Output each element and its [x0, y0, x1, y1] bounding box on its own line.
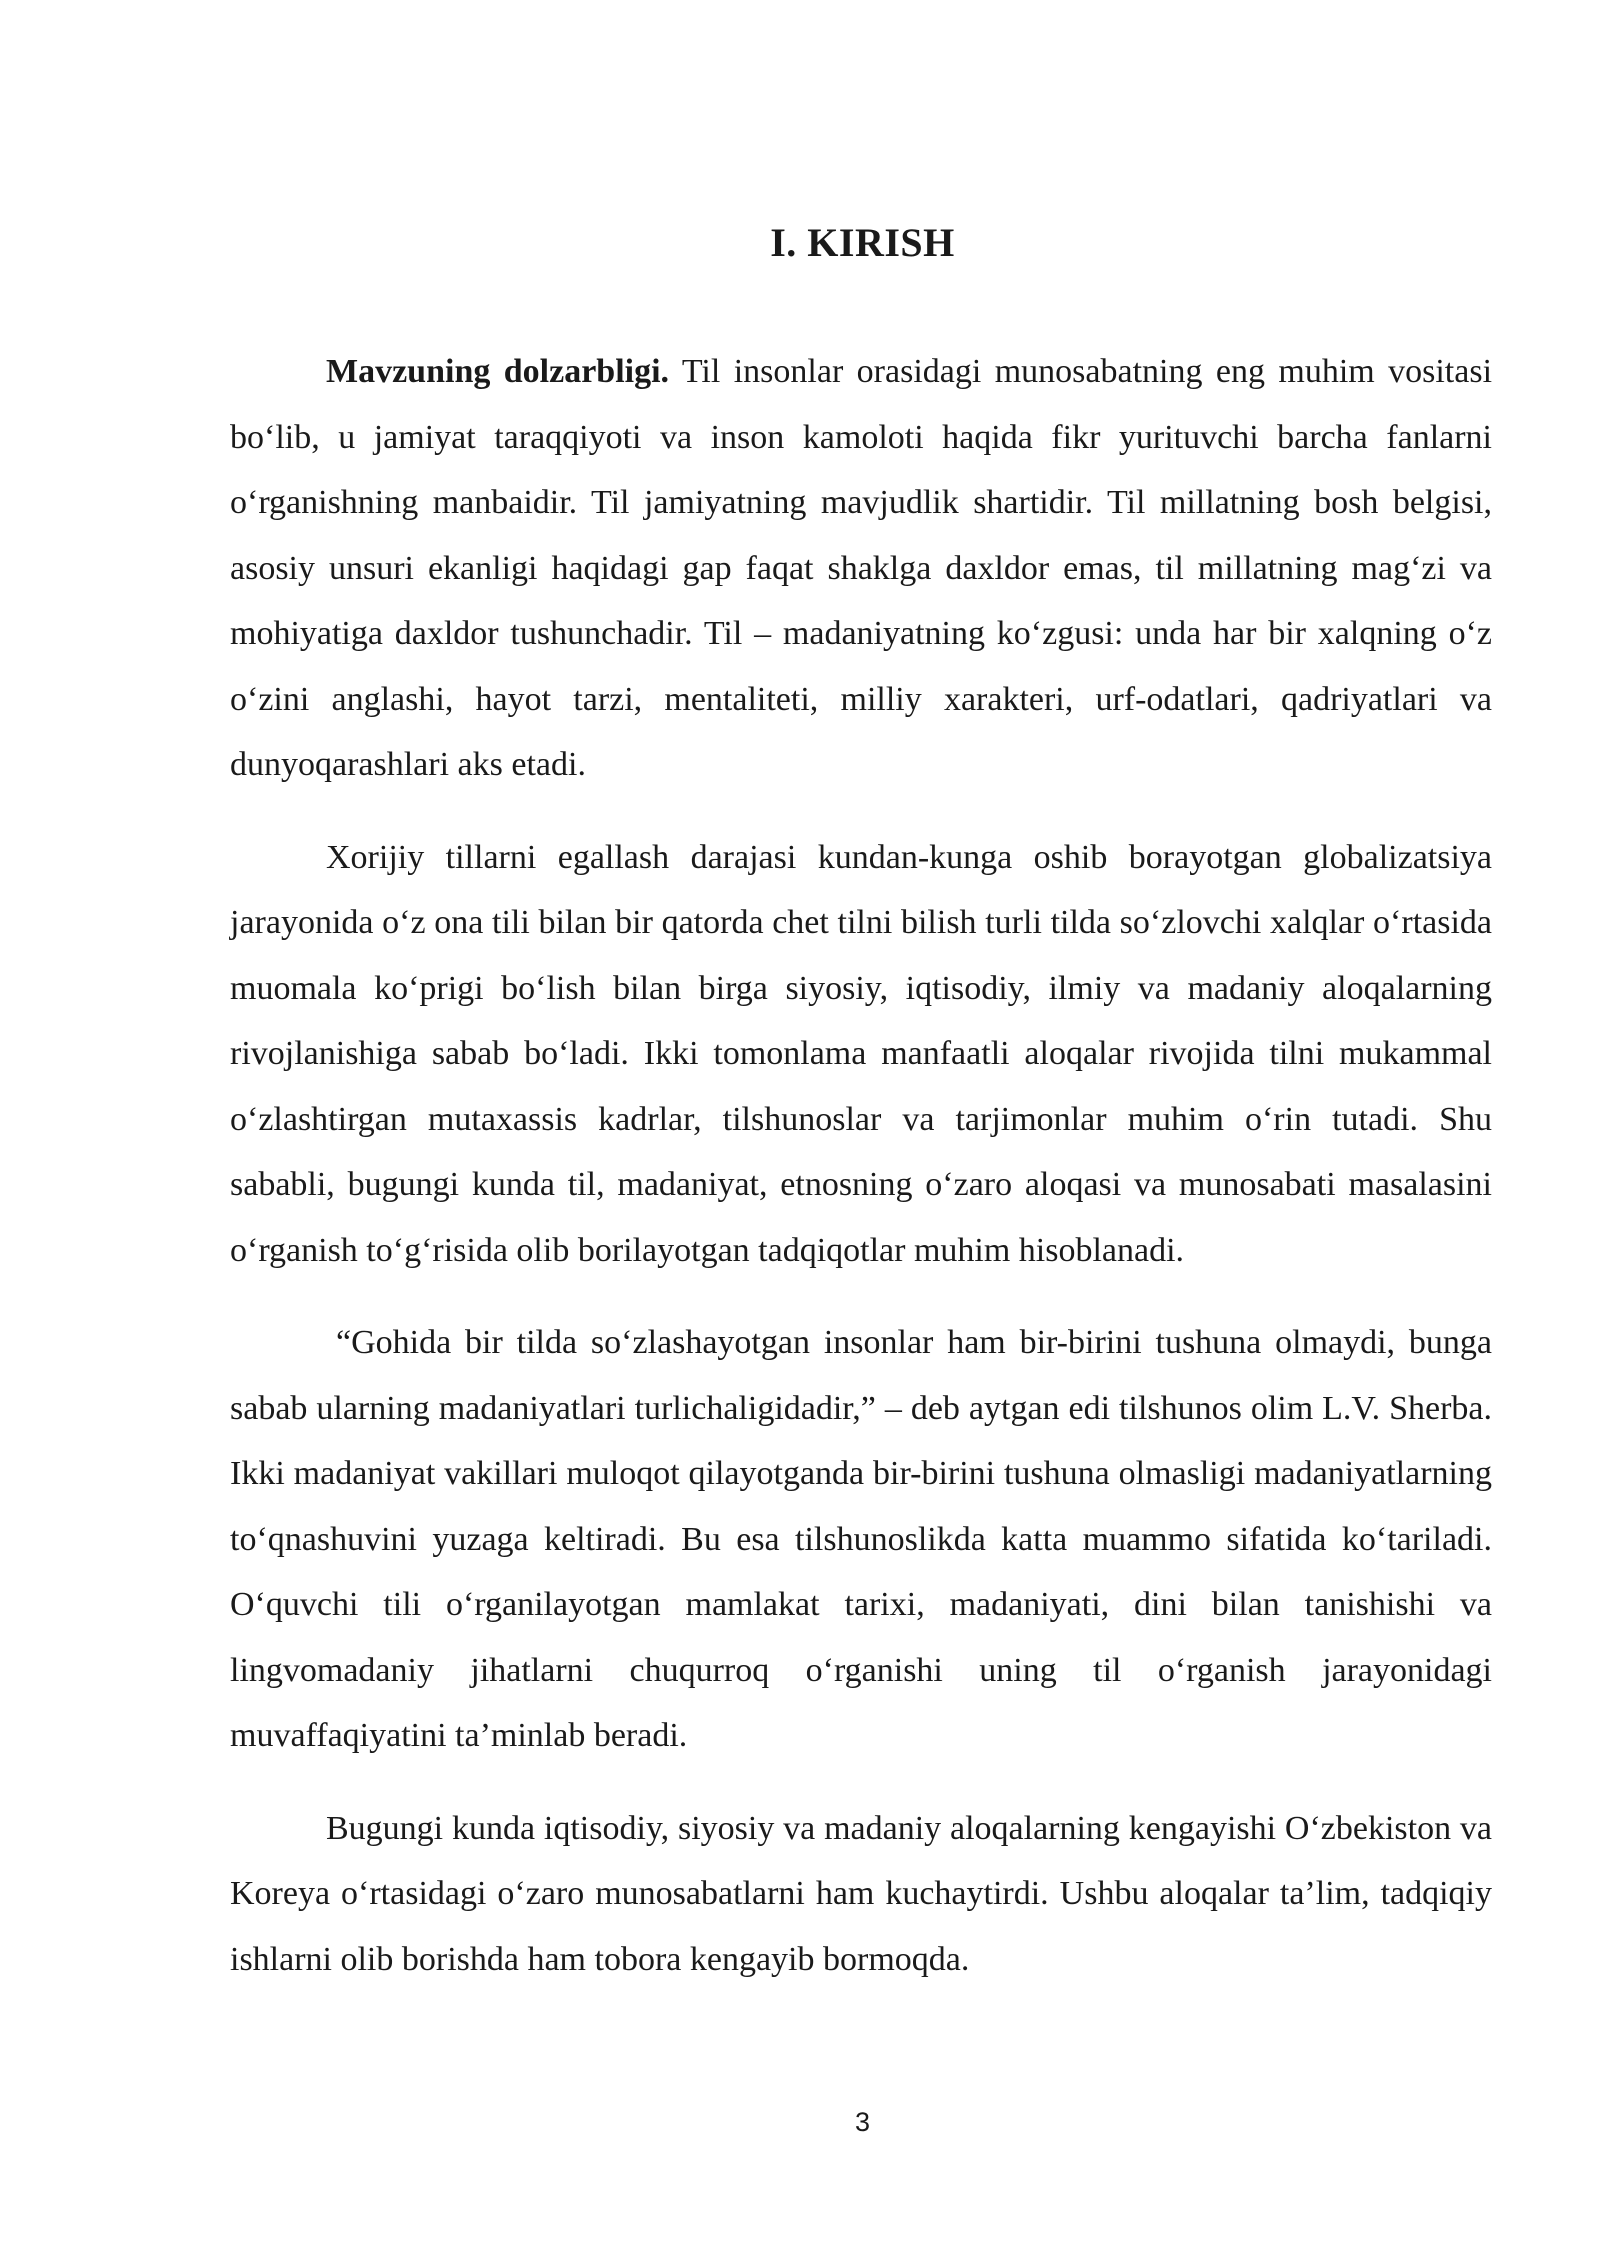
body-text: [230, 339, 1492, 1992]
paragraph-relevance: [230, 339, 1492, 798]
paragraph-relations: Bugungi kunda iqtisodiy, siyosiy va madaniy aloqalarning kengayishi O‘zbekiston va Koreya o‘rtasidagi o‘zaro munosabatlarni ham kuchaytirdi. Ushbu aloqalar ta’lim, tadqiqiy ishlarni olib borishda ham tobora kengayib bormoqda.: [230, 1809, 1492, 1978]
paragraph-lead: Mavzuning dolzarbligi.: [326, 353, 670, 390]
paragraph-text: Til insonlar orasidagi munosabatning eng muhim vositasi bo‘lib, u jamiyat taraqqiyoti va inson kamoloti haqida fikr yurituvchi barcha fanlarni o‘rganishning manbaidir. Til jamiyatning mavjudlik shartidir. Til millatning bosh belgisi, asosiy unsuri ekanligi haqidagi gap faqat shaklga daxldor emas, til millatning mag‘zi va mohiyatiga daxldor tushunchadir. Til – madaniyatning ko‘zgusi: unda har bir xalqning o‘z o‘zini anglashi, hayot tarzi, mentaliteti, milliy xarakteri, urf-odatlari, qadriyatlari va dunyoqarashlari aks etadi.: [230, 353, 1493, 783]
page-number: 3: [854, 2107, 871, 2137]
section-heading: I. KIRISH: [770, 219, 955, 265]
paragraph-globalization: Xorijiy tillarni egallash darajasi kundan-kunga oshib borayotgan globalizatsiya jarayonida o‘z ona tili bilan bir qatorda chet tilni bilish turli tilda so‘zlovchi xalqlar o‘rtasida muomala ko‘prigi bo‘lish bilan birga siyosiy, iqtisodiy, ilmiy va madaniy aloqalarning rivojlanishiga sabab bo‘ladi. Ikki tomonlama manfaatli aloqalar rivojida tilni mukammal o‘zlashtirgan mutaxassis kadrlar, tilshunoslar va tarjimonlar muhim o‘rin tutadi. Shu sababli, bugungi kunda til, madaniyat, etnosning o‘zaro aloqasi va munosabati masalasini o‘rganish to‘g‘risida olib borilayotgan tadqiqotlar muhim hisoblanadi.: [230, 838, 1492, 1269]
paragraph-quote: “Gohida bir tilda so‘zlashayotgan insonlar ham bir-birini tushuna olmaydi, bunga sabab ularning madaniyatlari turlichaligidadir,” – deb aytgan edi tilshunos olim L.V. Sherba. Ikki madaniyat vakillari muloqot qilayotganda bir-birini tushuna olmasligi madaniyatlarning to‘qnashuvini yuzaga keltiradi. Bu esa tilshunoslikda katta muammo sifatida ko‘tariladi. O‘quvchi tili o‘rganilayotgan mamlakat tarixi, madaniyati, dini bilan tanishishi va lingvomadaniy jihatlarni chuqurroq o‘rganishi uning til o‘rganish jarayonidagi muvaffaqiyatini ta’minlab beradi.: [230, 1324, 1492, 1754]
